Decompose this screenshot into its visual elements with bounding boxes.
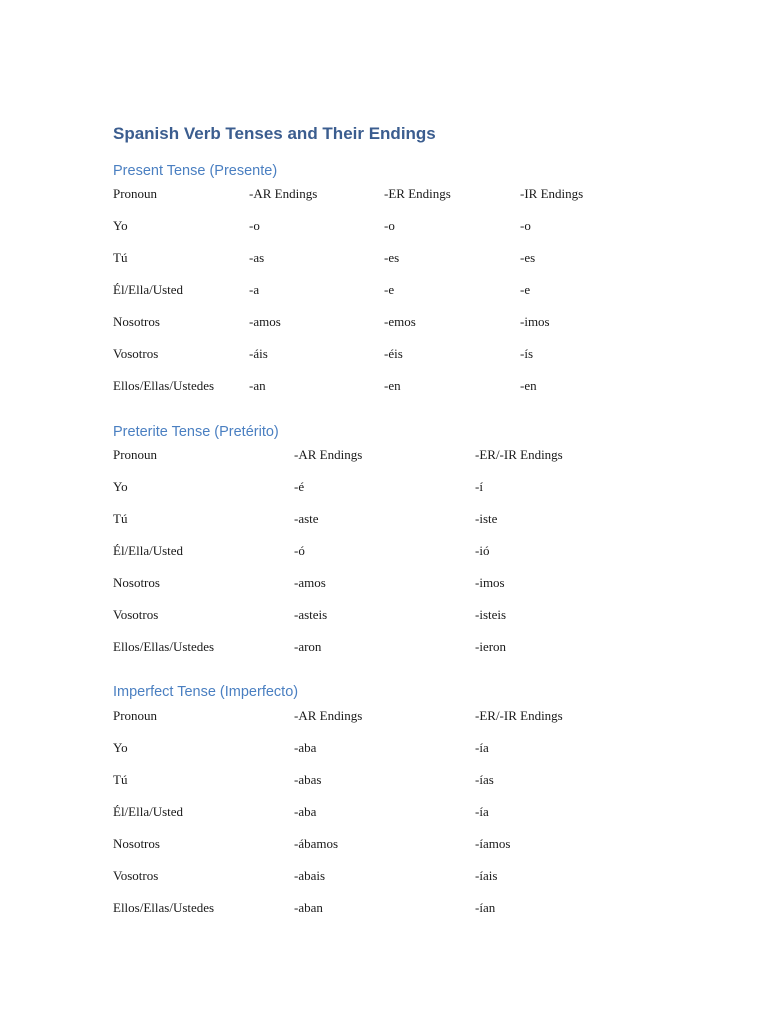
table-cell: -amos (294, 575, 326, 590)
preterite-tense-heading: Preterite Tense (Pretérito) (113, 424, 279, 440)
table-row (113, 282, 640, 314)
imperfect-tense-heading: Imperfect Tense (Imperfecto) (113, 684, 299, 700)
table-cell: -ías (475, 772, 494, 787)
table-row (113, 607, 615, 639)
table-cell: -éis (384, 346, 403, 361)
table-cell: -e (520, 282, 531, 297)
table-cell: -amos (249, 314, 281, 329)
table-cell: -isteis (475, 607, 507, 622)
table-cell: -abais (294, 868, 326, 883)
table-row (113, 575, 615, 607)
table-cell: -íamos (475, 836, 511, 851)
table-header-row (113, 447, 615, 479)
table-cell: -o (520, 218, 531, 233)
table-cell: -aban (294, 900, 323, 915)
table-cell: Él/Ella/Usted (113, 543, 184, 558)
preterite-tense-table (113, 447, 615, 671)
table-header-row (113, 708, 615, 740)
table-cell: -aron (294, 639, 322, 654)
table-cell: Tú (113, 511, 128, 526)
table-cell: -as (249, 250, 265, 265)
table-cell: -en (384, 378, 401, 393)
table-row (113, 900, 615, 932)
table-cell: Yo (113, 740, 128, 755)
table-row (113, 804, 615, 836)
table-cell: -aba (294, 804, 317, 819)
table-cell: -ía (475, 804, 489, 819)
header-cell: -AR Endings (294, 447, 363, 462)
table-cell: Ellos/Ellas/Ustedes (113, 378, 215, 393)
header-cell: Pronoun (113, 447, 158, 462)
table-cell: Ellos/Ellas/Ustedes (113, 900, 215, 915)
header-cell: -AR Endings (294, 708, 363, 723)
table-row (113, 543, 615, 575)
table-row (113, 511, 615, 543)
header-cell: Pronoun (113, 708, 158, 723)
header-cell: -IR Endings (520, 186, 584, 201)
table-cell: Él/Ella/Usted (113, 282, 184, 297)
table-cell: Tú (113, 772, 128, 787)
table-row (113, 346, 640, 378)
table-cell: -e (384, 282, 395, 297)
table-cell: -aba (294, 740, 317, 755)
table-row (113, 218, 640, 250)
table-cell: -es (520, 250, 536, 265)
table-row (113, 772, 615, 804)
table-row (113, 639, 615, 671)
header-cell: -AR Endings (249, 186, 318, 201)
table-cell: -íais (475, 868, 498, 883)
table-cell: -o (249, 218, 260, 233)
table-cell: Ellos/Ellas/Ustedes (113, 639, 215, 654)
table-cell: -en (520, 378, 537, 393)
table-cell: Vosotros (113, 607, 159, 622)
table-cell: Nosotros (113, 314, 160, 329)
table-cell: -es (384, 250, 400, 265)
table-cell: Él/Ella/Usted (113, 804, 184, 819)
present-tense-heading: Present Tense (Presente) (113, 163, 278, 179)
table-row (113, 378, 640, 410)
document-title: Spanish Verb Tenses and Their Endings (113, 124, 436, 143)
table-row (113, 314, 640, 346)
table-row (113, 479, 615, 511)
document-page (113, 0, 713, 1024)
table-row (113, 740, 615, 772)
table-cell: -abas (294, 772, 322, 787)
table-cell: -iste (475, 511, 498, 526)
table-cell: -an (249, 378, 266, 393)
table-cell: -ió (475, 543, 490, 558)
table-cell: -aste (294, 511, 319, 526)
table-cell: -emos (384, 314, 416, 329)
table-cell: -ían (475, 900, 496, 915)
table-cell: Vosotros (113, 346, 159, 361)
table-cell: -ía (475, 740, 489, 755)
table-cell: Nosotros (113, 575, 160, 590)
table-cell: -áis (249, 346, 268, 361)
header-cell: -ER Endings (384, 186, 451, 201)
header-cell: Pronoun (113, 186, 158, 201)
table-row (113, 836, 615, 868)
table-row (113, 250, 640, 282)
table-row (113, 868, 615, 900)
table-cell: -o (384, 218, 395, 233)
table-cell: -í (475, 479, 483, 494)
header-cell: -ER/-IR Endings (475, 447, 563, 462)
table-cell: -é (294, 479, 305, 494)
table-cell: -imos (475, 575, 505, 590)
table-cell: -ó (294, 543, 305, 558)
table-cell: Tú (113, 250, 128, 265)
header-cell: -ER/-IR Endings (475, 708, 563, 723)
table-cell: -ís (520, 346, 533, 361)
imperfect-tense-table (113, 708, 615, 932)
table-cell: Nosotros (113, 836, 160, 851)
table-cell: -ábamos (294, 836, 339, 851)
table-cell: -a (249, 282, 260, 297)
table-cell: -ieron (475, 639, 507, 654)
table-cell: Yo (113, 218, 128, 233)
table-header-row (113, 186, 640, 218)
table-cell: Vosotros (113, 868, 159, 883)
table-cell: Yo (113, 479, 128, 494)
table-cell: -imos (520, 314, 550, 329)
present-tense-table (113, 186, 640, 410)
table-cell: -asteis (294, 607, 328, 622)
